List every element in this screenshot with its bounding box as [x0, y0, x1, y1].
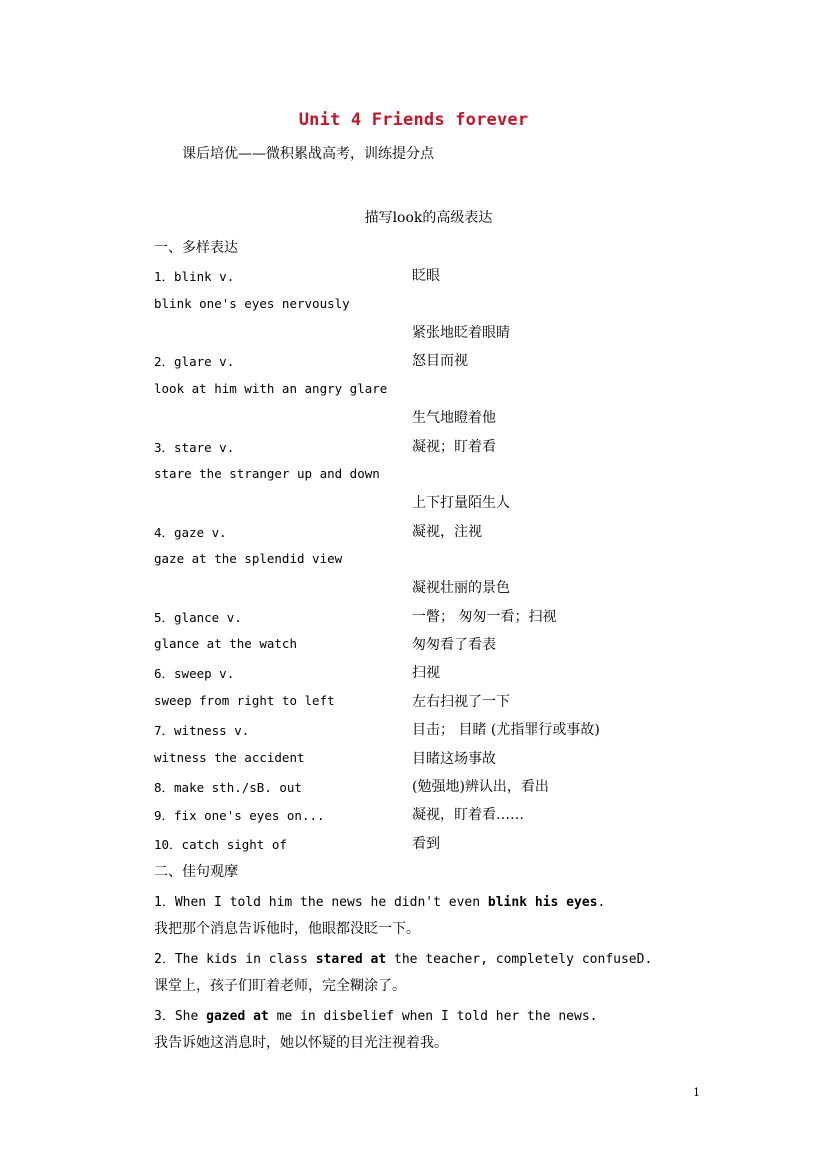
highlight-phrase: stared at — [315, 952, 387, 967]
vocab-meaning: 目击； 目睹 (尤指罪行或事故) — [412, 722, 600, 738]
vocab-example-translation: 上下打量陌生人 — [412, 495, 510, 511]
vocab-example: blink one's eyes nervously — [154, 296, 350, 311]
part1-heading: 一、多样表达 — [154, 240, 238, 256]
highlight-phrase: blink his eyes — [487, 895, 598, 910]
vocab-example-translation: 紧张地眨着眼睛 — [412, 325, 510, 341]
vocab-example: gaze at the splendid view — [154, 551, 343, 566]
vocab-meaning: 一瞥； 匆匆一看；扫视 — [412, 609, 557, 625]
vocab-word: 7．witness v. — [154, 723, 250, 738]
vocab-example: sweep from right to left — [154, 693, 335, 708]
vocab-word: 2．glare v. — [154, 354, 235, 369]
sentence-translation: 我告诉她这消息时，她以怀疑的目光注视着我。 — [154, 1035, 448, 1051]
vocab-meaning: 凝视，盯着看…… — [412, 807, 524, 823]
page-number: 1 — [693, 1086, 700, 1099]
vocab-example-translation: 匆匆看了看表 — [412, 637, 496, 653]
vocab-example-translation: 生气地瞪着他 — [412, 410, 496, 426]
vocab-word: 3．stare v. — [154, 440, 235, 455]
vocab-example: look at him with an angry glare — [154, 381, 388, 396]
vocab-meaning: 凝视，注视 — [412, 524, 482, 540]
example-sentence: 1．When I told him the news he didn't even blink his eyes. — [154, 895, 606, 910]
page-title: Unit 4 Friends forever — [298, 110, 529, 130]
vocab-example-translation: 目睹这场事故 — [412, 751, 496, 767]
vocab-example: glance at the watch — [154, 636, 297, 651]
example-sentence: 2．The kids in class stared at the teacher, completely confuseD. — [154, 952, 653, 967]
vocab-word: 1．blink v. — [154, 269, 235, 284]
vocab-word: 8．make sth./sB. out — [154, 780, 302, 795]
sentence-translation: 课堂上，孩子们盯着老师，完全糊涂了。 — [154, 978, 406, 994]
vocab-meaning: 看到 — [412, 836, 440, 852]
vocab-word: 9．fix one's eyes on... — [154, 808, 325, 823]
vocab-meaning: 凝视；盯着看 — [412, 439, 496, 455]
vocab-example-translation: 左右扫视了一下 — [412, 694, 510, 710]
sentence-translation: 我把那个消息告诉他时，他眼都没眨一下。 — [154, 921, 420, 937]
vocab-word: 4．gaze v. — [154, 525, 227, 540]
vocab-meaning: 扫视 — [412, 665, 440, 681]
vocab-meaning: 眨眼 — [412, 268, 440, 284]
vocab-meaning: 怒目而视 — [412, 353, 468, 369]
vocab-meaning: (勉强地)辨认出，看出 — [412, 779, 549, 795]
vocab-word: 5．glance v. — [154, 610, 242, 625]
vocab-example: stare the stranger up and down — [154, 466, 380, 481]
vocab-example-translation: 凝视壮丽的景色 — [412, 580, 510, 596]
highlight-phrase: gazed at — [206, 1009, 269, 1024]
section-title: 描写look的高级表达 — [364, 210, 493, 226]
vocab-example: witness the accident — [154, 750, 305, 765]
part2-heading: 二、佳句观摩 — [154, 864, 238, 880]
vocab-word: 10．catch sight of — [154, 837, 287, 852]
subtitle: 课后培优——微积累战高考，训练提分点 — [182, 146, 434, 162]
vocab-word: 6．sweep v. — [154, 666, 235, 681]
example-sentence: 3．She gazed at me in disbelief when I told her the news. — [154, 1009, 598, 1024]
